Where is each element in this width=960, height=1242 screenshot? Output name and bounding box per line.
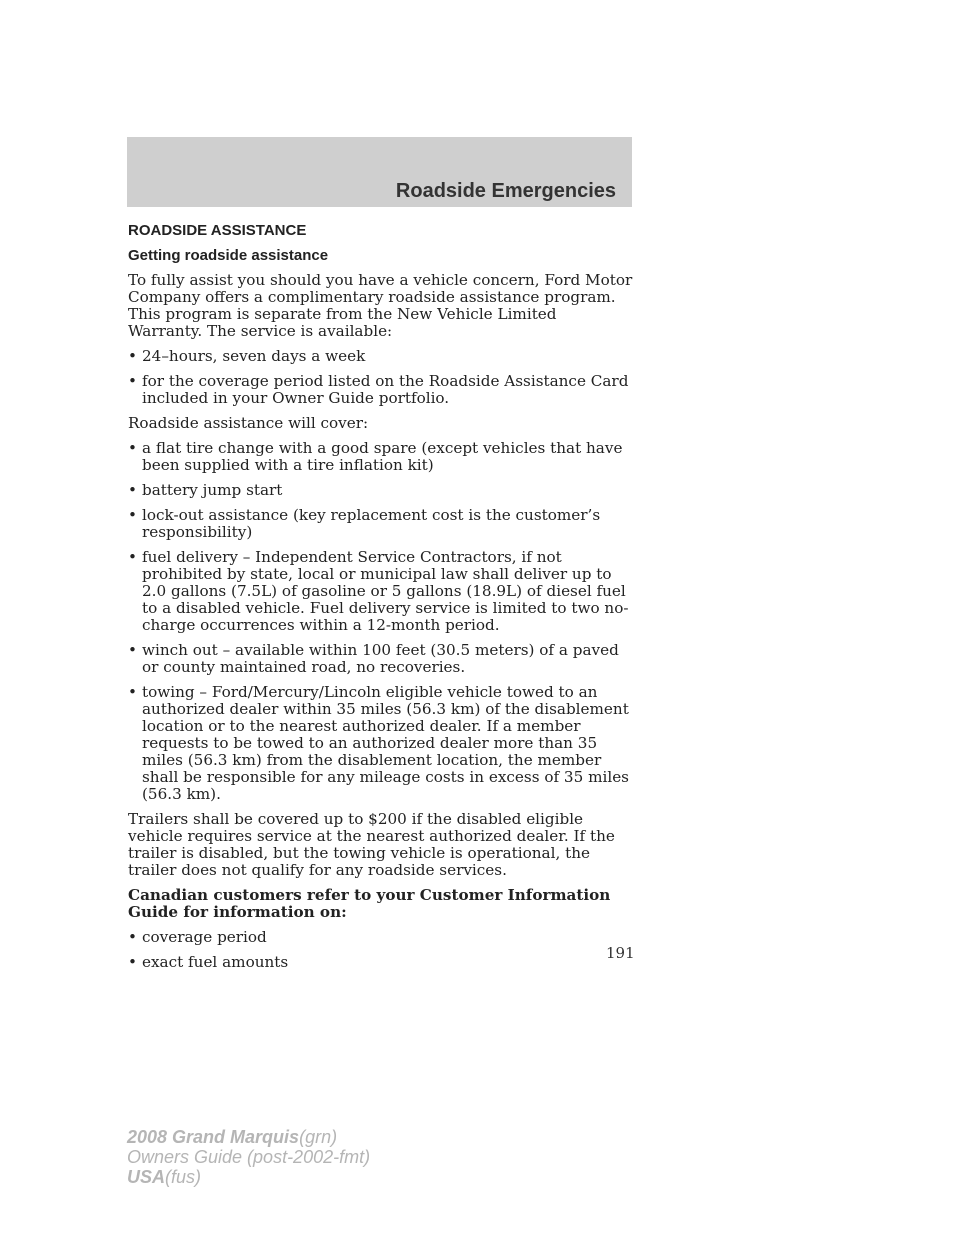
footer-market: USA (127, 1167, 166, 1187)
sub-heading: Getting roadside assistance (128, 247, 329, 264)
bullet-icon: • (128, 641, 137, 659)
canadian-list (128, 929, 634, 971)
list-item-text: lock-out assistance (key replacement cost is the customer’s responsibility) (142, 506, 601, 541)
bullet-icon: • (128, 928, 137, 946)
footer-line-1 (127, 1127, 370, 1147)
list-item (128, 642, 634, 676)
list-item-text: winch out – available within 100 feet (30.5 meters) of a paved or county maintained road, no recoveries. (142, 641, 619, 676)
bullet-icon: • (128, 481, 137, 499)
list-item (128, 929, 634, 946)
availability-list (128, 348, 634, 407)
footer-line-2: Owners Guide (post-2002-fmt) (127, 1147, 371, 1167)
page-number: 191 (606, 944, 635, 962)
list-item (128, 348, 634, 365)
list-item (128, 954, 634, 971)
list-item (128, 373, 634, 407)
list-item-text: 24–hours, seven days a week (142, 347, 366, 365)
list-item-text: towing – Ford/Mercury/Lincoln eligible vehicle towed to an authorized dealer within 35 miles (56.3 km) of the disablement location or to the nearest authorized dealer. If a member requests to be towed to an authorized dealer more than 35 miles (56.3 km) from the disablement location, the member shall be responsible for any mileage costs in excess of 35 miles (56.3 km). (142, 683, 629, 803)
bullet-icon: • (128, 372, 137, 390)
footer-market-code: (fus) (165, 1167, 202, 1187)
header-band (127, 137, 632, 207)
document-footer (127, 1127, 370, 1187)
footer-model: 2008 Grand Marquis (127, 1127, 300, 1147)
list-item-text: for the coverage period listed on the Roadside Assistance Card included in your Owner Guide portfolio. (142, 372, 629, 407)
list-item (128, 684, 634, 803)
footer-model-code: (grn) (299, 1127, 338, 1147)
bullet-icon: • (128, 953, 137, 971)
bullet-icon: • (128, 506, 137, 524)
list-item-text: a flat tire change with a good spare (except vehicles that have been supplied with a tire inflation kit) (142, 439, 623, 474)
list-item (128, 440, 634, 474)
bullet-icon: • (128, 548, 137, 566)
bullet-icon: • (128, 439, 137, 457)
intro-paragraph: To fully assist you should you have a vehicle concern, Ford Motor Company offers a complimentary roadside assistance program. This program is separate from the New Vehicle Limited Warranty. The service is available: (128, 271, 633, 340)
bullet-icon: • (128, 683, 137, 701)
footer-line-3 (127, 1167, 370, 1187)
trailers-paragraph: Trailers shall be covered up to $200 if the disabled eligible vehicle requires service at the nearest authorized dealer. If the trailer is disabled, but the towing vehicle is operational, the trailer does not qualify for any roadside services. (128, 810, 615, 879)
canadian-note: Canadian customers refer to your Customer Information Guide for information on: (128, 886, 611, 921)
section-heading: ROADSIDE ASSISTANCE (128, 222, 307, 239)
list-item-text: exact fuel amounts (142, 953, 289, 971)
list-item (128, 549, 634, 634)
list-item (128, 507, 634, 541)
bullet-icon: • (128, 347, 137, 365)
chapter-title: Roadside Emergencies (395, 180, 616, 202)
list-item-text: coverage period (142, 928, 267, 946)
list-item-text: battery jump start (142, 481, 283, 499)
coverage-list (128, 440, 634, 803)
coverage-intro: Roadside assistance will cover: (128, 414, 369, 432)
page-content (128, 222, 634, 979)
list-item (128, 482, 634, 499)
list-item-text: fuel delivery – Independent Service Contractors, if not prohibited by state, local or municipal law shall deliver up to 2.0 gallons (7.5L) of gasoline or 5 gallons (18.9L) of diesel fuel to a disabled vehicle. Fuel delivery service is limited to two no-charge occurrences within a 12-month period. (142, 548, 629, 634)
